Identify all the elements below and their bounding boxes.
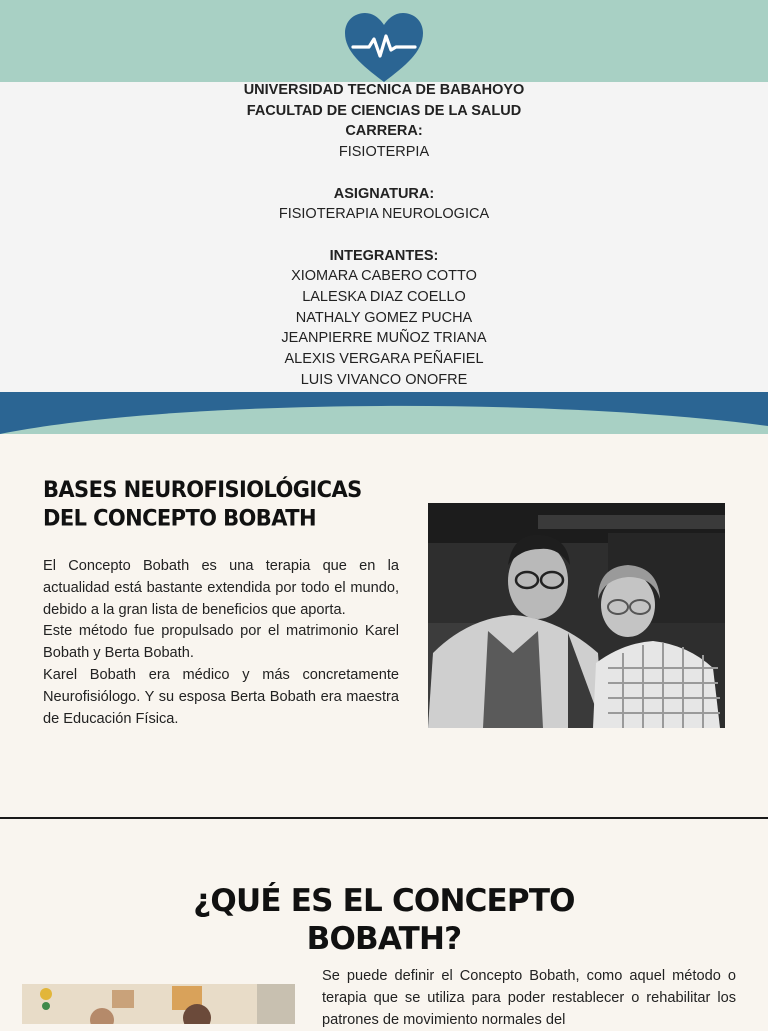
subject-value: FISIOTERAPIA NEUROLOGICA — [278, 206, 490, 223]
section-title-bases: BASES NEUROFISIOLÓGICAS DEL CONCEPTO BOBATH — [43, 477, 362, 531]
member-name: LALESKA DIAZ COELLO — [302, 289, 466, 305]
cover-info — [0, 80, 768, 391]
career-value: FISIOTERPIA — [338, 144, 430, 161]
member-name: ALEXIS VERGARA PEÑAFIEL — [284, 351, 484, 368]
paragraph: Karel Bobath era médico y más concretamente Neurofisiólogo. Y su esposa Berta Bobath era maestra de Educación Física. — [43, 666, 399, 727]
member-name: NATHALY GOMEZ PUCHA — [295, 309, 473, 326]
member-name: LUIS VIVANCO ONOFRE — [300, 371, 468, 388]
career-label: CARRERA: — [345, 123, 423, 140]
university-name: UNIVERSIDAD TECNICA DE BABAHOYO — [243, 82, 525, 98]
section-body-bases — [43, 556, 399, 730]
paragraph: El Concepto Bobath es una terapia que en la actualidad está bastante extendida por todo el mundo, debido a la gran lista de beneficios que aporta. — [43, 558, 399, 618]
faculty-name: FACULTAD DE CIENCIAS DE LA SALUD — [246, 102, 522, 119]
member-name: XIOMARA CABERO COTTO — [291, 268, 477, 285]
section-body-que-es: Se puede definir el Concepto Bobath, como aquel método o terapia que se utiliza para poder restablecer o rehabilitar los patrones de movimiento normales del — [322, 968, 736, 1028]
section-divider — [0, 817, 768, 819]
paragraph: Este método fue propulsado por el matrimonio Karel Bobath y Berta Bobath. — [43, 623, 399, 662]
wave-divider — [0, 392, 768, 434]
section-title-que-es: ¿QUÉ ES EL CONCEPTO BOBATH? — [193, 883, 575, 957]
therapy-session-photo — [22, 984, 295, 1024]
members-label: INTEGRANTES: — [329, 247, 439, 264]
member-name: JEANPIERRE MUÑOZ TRIANA — [281, 330, 487, 347]
subject-label: ASIGNATURA: — [333, 185, 435, 202]
heart-pulse-icon — [343, 12, 425, 84]
bobath-couple-photo — [428, 503, 725, 728]
